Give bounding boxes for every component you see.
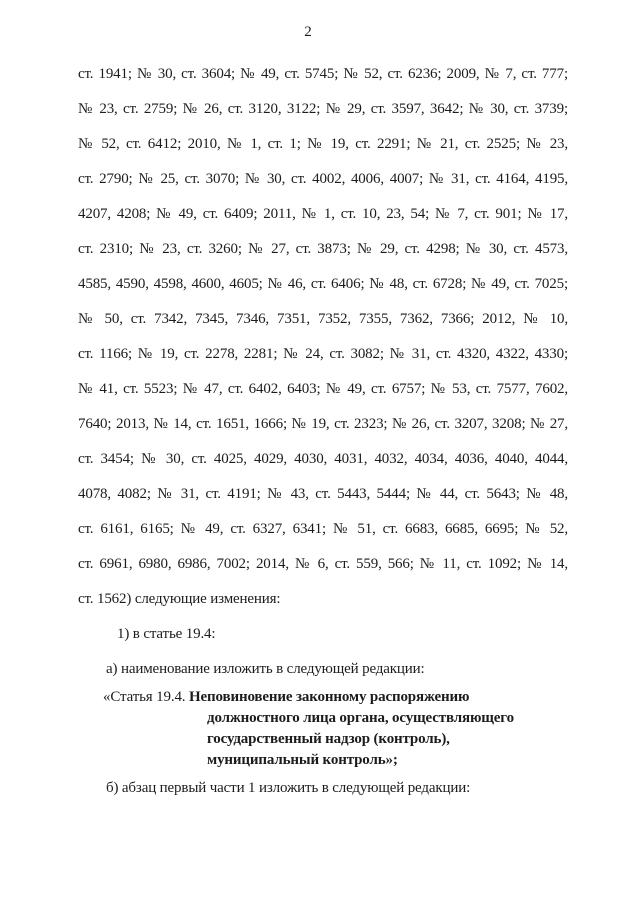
article-title-line-2: должностного лица органа, осуществляющего [207, 710, 514, 726]
amendment-item-1: 1) в статье 19.4: [117, 626, 216, 642]
body-line: ст. 6961, 6980, 6986, 7002; 2014, № 6, ст. 559, 566; № 11, ст. 1092; № 14, [78, 556, 568, 572]
body-line: № 52, ст. 6412; 2010, № 1, ст. 1; № 19, ст. 2291; № 21, ст. 2525; № 23, [78, 136, 568, 152]
body-line: 7640; 2013, № 14, ст. 1651, 1666; № 19, ст. 2323; № 26, ст. 3207, 3208; № 27, [78, 416, 568, 432]
body-line: ст. 6161, 6165; № 49, ст. 6327, 6341; № 51, ст. 6683, 6685, 6695; № 52, [78, 521, 568, 537]
body-line: ст. 1166; № 19, ст. 2278, 2281; № 24, ст. 3082; № 31, ст. 4320, 4322, 4330; [78, 346, 568, 362]
body-line: 4078, 4082; № 31, ст. 4191; № 43, ст. 5443, 5444; № 44, ст. 5643; № 48, [78, 486, 568, 502]
body-line: ст. 3454; № 30, ст. 4025, 4029, 4030, 4031, 4032, 4034, 4036, 4040, 4044, [78, 451, 568, 467]
body-line: 4585, 4590, 4598, 4600, 4605; № 46, ст. 6406; № 48, ст. 6728; № 49, ст. 7025; [78, 276, 568, 292]
body-line: ст. 1941; № 30, ст. 3604; № 49, ст. 5745; № 52, ст. 6236; 2009, № 7, ст. 777; [78, 66, 568, 82]
page-number: 2 [304, 24, 312, 40]
article-title-line-4: муниципальный контроль»; [207, 752, 398, 768]
body-line: ст. 2310; № 23, ст. 3260; № 27, ст. 3873; № 29, ст. 4298; № 30, ст. 4573, [78, 241, 568, 257]
body-line: № 41, ст. 5523; № 47, ст. 6402, 6403; № 49, ст. 6757; № 53, ст. 7577, 7602, [78, 381, 568, 397]
body-line: ст. 2790; № 25, ст. 3070; № 30, ст. 4002, 4006, 4007; № 31, ст. 4164, 4195, [78, 171, 568, 187]
body-line: 4207, 4208; № 49, ст. 6409; 2011, № 1, ст. 10, 23, 54; № 7, ст. 901; № 17, [78, 206, 568, 222]
article-heading-prefix: «Статья 19.4. [103, 689, 190, 705]
document-body [78, 57, 568, 806]
article-title-line-3: государственный надзор (контроль), [207, 731, 450, 747]
article-title-line-1: Неповиновение законному распоряжению [189, 689, 470, 705]
body-line: ст. 1562) следующие изменения: [78, 591, 281, 607]
amendment-item-b: б) абзац первый части 1 изложить в следующей редакции: [106, 780, 471, 796]
body-line: № 23, ст. 2759; № 26, ст. 3120, 3122; № 29, ст. 3597, 3642; № 30, ст. 3739; [78, 101, 568, 117]
article-heading [78, 687, 568, 771]
article-heading-first-line [103, 687, 568, 708]
amendment-item-a: а) наименование изложить в следующей редакции: [106, 661, 425, 677]
body-line: № 50, ст. 7342, 7345, 7346, 7351, 7352, 7355, 7362, 7366; 2012, № 10, [78, 311, 568, 327]
amendment-intro-paragraph [78, 57, 568, 617]
